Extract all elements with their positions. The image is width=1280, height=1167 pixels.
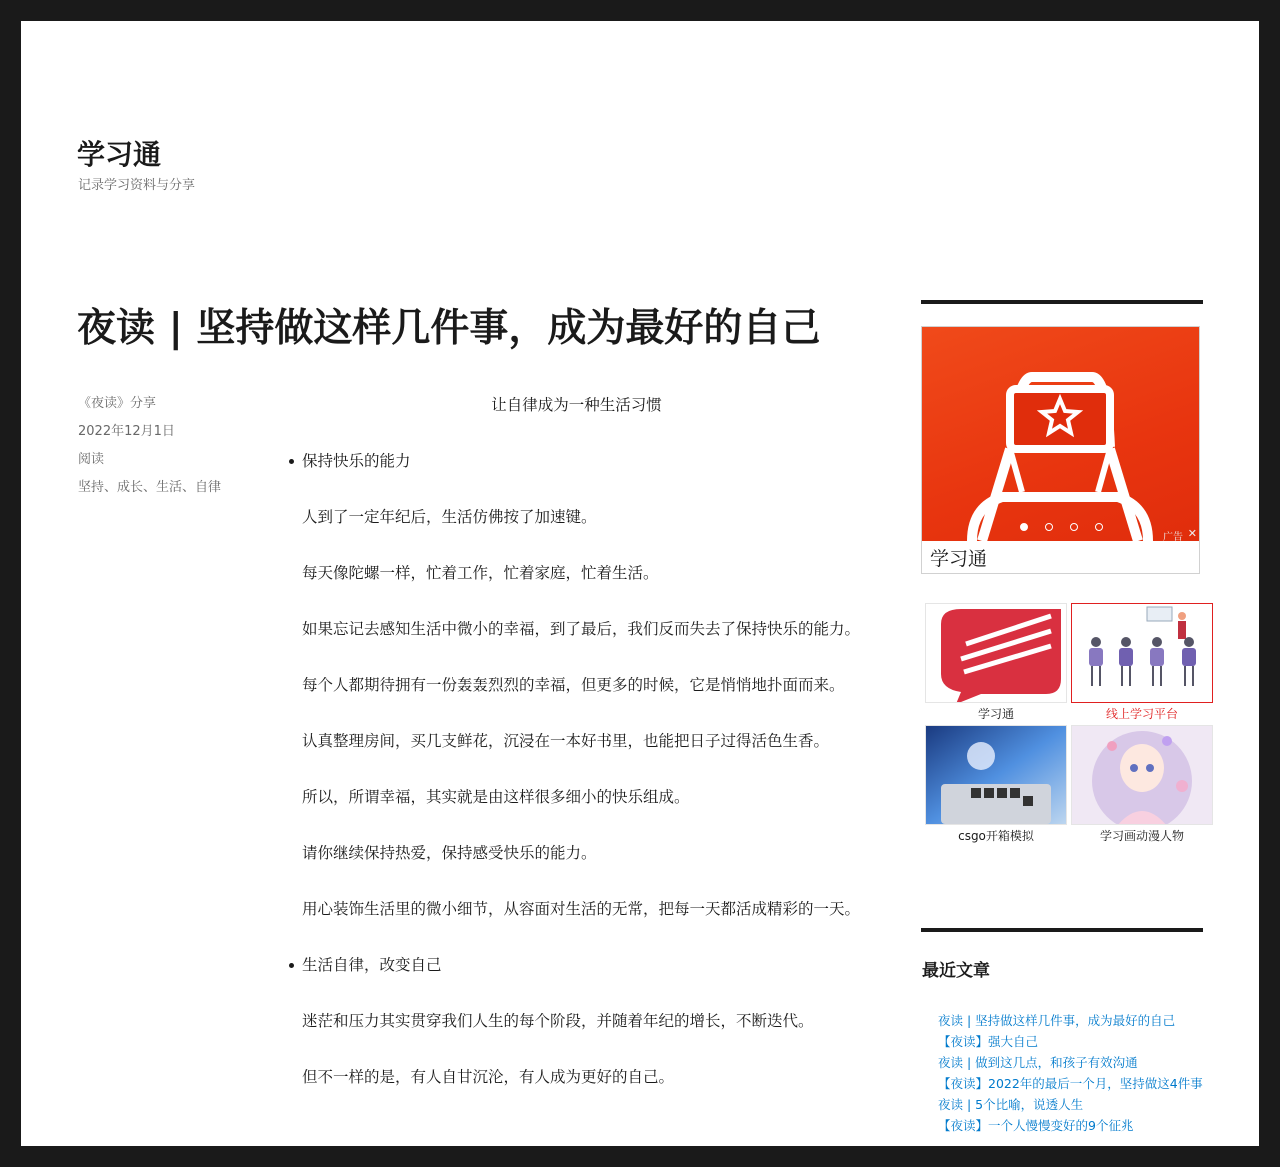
section-heading-text: 保持快乐的能力 — [302, 452, 411, 470]
paragraph: 用心装饰生活里的微小细节，从容面对生活的无常，把每一天都活成精彩的一天。 — [302, 900, 861, 918]
bullet-icon — [289, 963, 294, 968]
widget-divider — [921, 928, 1203, 932]
post-meta — [78, 393, 258, 505]
list-item[interactable] — [938, 1052, 1203, 1073]
paragraph: 如果忘记去感知生活中微小的幸福，到了最后，我们反而失去了保持快乐的能力。 — [302, 620, 861, 638]
section-heading — [289, 447, 864, 475]
ad-tile-classroom-image[interactable] — [1071, 603, 1213, 703]
ad-tile-caption[interactable]: 学习画动漫人物 — [1099, 829, 1184, 843]
carousel-dots — [1020, 516, 1115, 535]
anime-girl-icon — [1072, 726, 1213, 825]
paragraph: 认真整理房间，买几支鲜花，沉浸在一本好书里，也能把日子过得活色生香。 — [302, 732, 830, 750]
recent-post-link[interactable]: 夜读 | 5个比喻，说透人生 — [938, 1097, 1084, 1112]
ad-label: 广告 — [1163, 532, 1183, 543]
recent-post-link[interactable]: 【夜读】一个人慢慢变好的9个征兆 — [938, 1118, 1134, 1133]
post-content — [289, 391, 864, 1119]
recent-post-link[interactable]: 夜读 | 做到这几点，和孩子有效沟通 — [938, 1055, 1138, 1070]
ad-banner-main[interactable] — [921, 326, 1200, 574]
list-item[interactable] — [938, 1031, 1203, 1052]
site-title[interactable]: 学习通 — [77, 138, 162, 171]
paragraph: 但不一样的是，有人自甘沉沦，有人成为更好的自己。 — [302, 1068, 675, 1086]
post-format-link[interactable]: 阅读 — [78, 452, 105, 467]
carousel-dot[interactable] — [1070, 523, 1078, 531]
carousel-dot[interactable] — [1095, 523, 1103, 531]
paragraph: 每天像陀螺一样，忙着工作，忙着家庭，忙着生活。 — [302, 564, 659, 582]
post-category-link[interactable]: 《夜读》分享 — [78, 396, 157, 411]
recent-posts-title: 最近文章 — [922, 961, 990, 981]
ad-tile-anime-image[interactable] — [1071, 725, 1213, 825]
paragraph: 每个人都期待拥有一份轰轰烈烈的幸福，但更多的时候，它是悄悄地扑面而来。 — [302, 676, 845, 694]
list-item[interactable] — [938, 1094, 1203, 1115]
section-heading-text: 生活自律，改变自己 — [302, 956, 442, 974]
widget-divider — [921, 300, 1203, 304]
ad-tile-chat-image[interactable] — [925, 603, 1067, 703]
keyboard-photo-icon — [926, 726, 1067, 825]
chat-bubble-icon — [926, 604, 1067, 703]
bullet-icon — [289, 459, 294, 464]
backpack-icon — [922, 327, 1199, 541]
classroom-icon — [1072, 604, 1213, 703]
post-tags[interactable]: 坚持、成长、生活、自律 — [78, 480, 222, 495]
section-heading — [289, 951, 864, 979]
ad-tile-csgo-image[interactable] — [925, 725, 1067, 825]
recent-post-link[interactable]: 夜读 | 坚持做这样几件事，成为最好的自己 — [938, 1013, 1176, 1028]
list-item[interactable] — [938, 1010, 1203, 1031]
paragraph: 人到了一定年纪后，生活仿佛按了加速键。 — [302, 508, 597, 526]
ad-tile-caption[interactable]: 学习通 — [977, 707, 1014, 721]
paragraph: 迷茫和压力其实贯穿我们人生的每个阶段，并随着年纪的增长，不断迭代。 — [302, 1012, 814, 1030]
close-icon[interactable]: ✕ — [1187, 527, 1197, 540]
ad-tile-caption[interactable]: 线上学习平台 — [1105, 707, 1178, 721]
paragraph: 所以，所谓幸福，其实就是由这样很多细小的快乐组成。 — [302, 788, 690, 806]
post-intro: 让自律成为一种生活习惯 — [491, 396, 662, 414]
app-logo-image[interactable] — [922, 327, 1199, 541]
recent-posts-list — [938, 1010, 1203, 1136]
ad-tile-caption[interactable]: csgo开箱模拟 — [958, 829, 1034, 843]
carousel-dot[interactable] — [1045, 523, 1053, 531]
recent-post-link[interactable]: 【夜读】强大自己 — [938, 1034, 1039, 1049]
ad-caption[interactable]: 学习通 — [930, 548, 988, 570]
list-item[interactable] — [938, 1115, 1203, 1136]
paragraph: 请你继续保持热爱，保持感受快乐的能力。 — [302, 844, 597, 862]
carousel-dot[interactable] — [1020, 523, 1028, 531]
site-description: 记录学习资料与分享 — [78, 178, 196, 193]
post-title: 夜读 | 坚持做这样几件事，成为最好的自己 — [77, 306, 821, 351]
post-date-link[interactable]: 2022年12月1日 — [78, 424, 175, 439]
list-item[interactable] — [938, 1073, 1203, 1094]
page — [21, 21, 1259, 1146]
recent-post-link[interactable]: 【夜读】2022年的最后一个月，坚持做这4件事 — [938, 1076, 1203, 1091]
